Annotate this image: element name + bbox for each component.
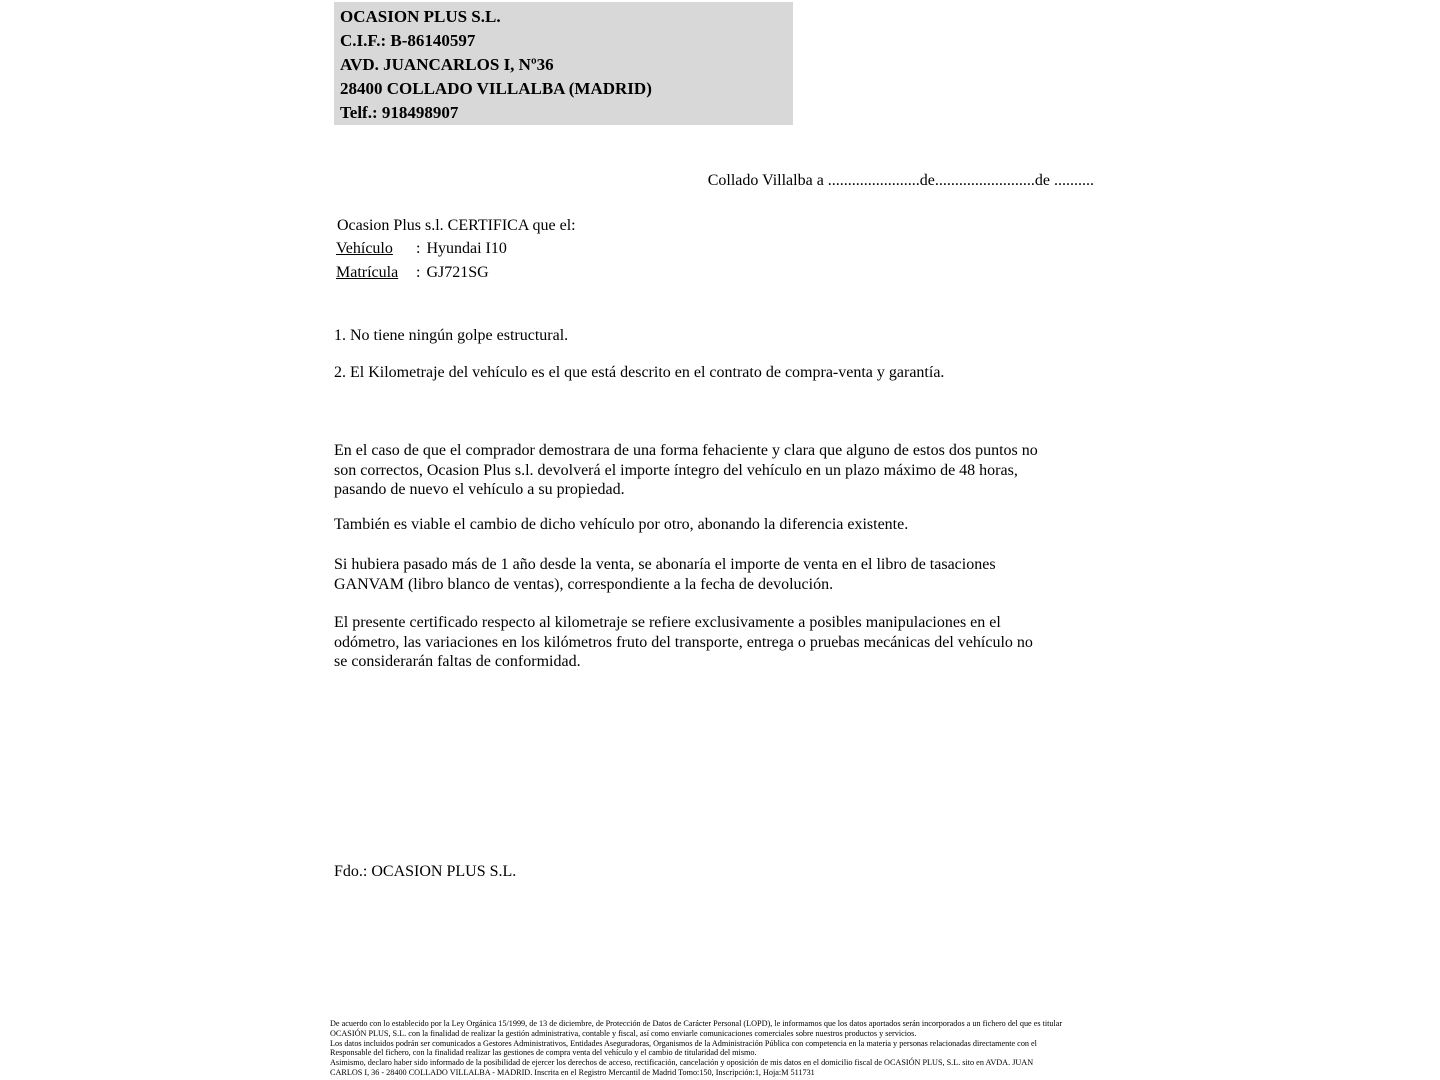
paragraph-line: Si hubiera pasado más de 1 año desde la venta, se abonaría el importe de venta en el libro de tasaciones	[334, 556, 996, 573]
plate-row	[336, 264, 489, 282]
clause-structural	[334, 326, 568, 346]
plate-value: GJ721SG	[426, 264, 489, 281]
paragraph-line: se considerarán faltas de conformidad.	[334, 653, 581, 671]
paragraph-refund-policy	[334, 441, 1038, 500]
footer-line: Los datos incluidos podrán ser comunicados a Gestores Administrativos, Entidades Aseguradoras, Organismos de la Administración Pública con competencia en la materia y personas relacionadas directamente con el	[330, 1038, 1037, 1048]
paragraph-line: pasando de nuevo el vehículo a su propiedad.	[334, 481, 625, 499]
company-header-box	[334, 2, 793, 125]
footer-line: OCASIÓN PLUS, S.L. con la finalidad de realizar la gestión administrativa, contable y fiscal, así como enviarle comunicaciones comerciales sobre nuestros productos y servicios.	[330, 1028, 917, 1038]
paragraph-line: También es viable el cambio de dicho vehículo por otro, abonando la diferencia existente.	[334, 516, 909, 533]
clause-text: 2. El Kilometraje del vehículo es el que está descrito en el contrato de compra-venta y garantía.	[334, 364, 945, 381]
paragraph-line: odómetro, las variaciones en los kilómetros fruto del transporte, entrega o pruebas mecánicas del vehículo no	[334, 633, 1033, 651]
vehicle-value: Hyundai I10	[426, 240, 507, 257]
paragraph-ganvam-valuation	[334, 555, 996, 594]
vehicle-row	[336, 240, 507, 258]
paragraph-line: El presente certificado respecto al kilometraje se refiere exclusivamente a posibles manipulaciones en el	[334, 614, 1001, 631]
paragraph-exchange-option	[334, 515, 908, 535]
footer-line: De acuerdo con lo establecido por la Ley Orgánica 15/1999, de 13 de diciembre, de Protección de Datos de Carácter Personal (LOPD), le informamos que los datos aportados serán incorporados a un fichero del que es titular	[330, 1019, 1063, 1028]
company-name: OCASION PLUS S.L.	[340, 7, 501, 26]
clause-mileage	[334, 363, 944, 383]
company-address: AVD. JUANCARLOS I, Nº36	[340, 55, 554, 74]
certify-intro: Ocasion Plus s.l. CERTIFICA que el:	[337, 217, 576, 234]
paragraph-line: GANVAM (libro blanco de ventas), correspondiente a la fecha de devolución.	[334, 575, 834, 593]
company-postal-city: 28400 COLLADO VILLALBA (MADRID)	[340, 79, 652, 98]
signature-line: Fdo.: OCASION PLUS S.L.	[334, 863, 517, 880]
company-phone: Telf.: 918498907	[340, 103, 459, 122]
plate-colon: :	[416, 264, 421, 281]
footer-line: Responsable del fichero, con la finalidad realizar las gestiones de compra venta del vehículo y el cambio de titularidad del mismo.	[330, 1048, 757, 1058]
paragraph-odometer-disclaimer	[334, 613, 1033, 672]
vehicle-label: Vehículo	[336, 240, 393, 257]
plate-label: Matrícula	[336, 264, 399, 281]
date-line: Collado Villalba a .......................de.........................de ..........	[707, 172, 1094, 189]
paragraph-line: En el caso de que el comprador demostrara de una forma fehaciente y clara que alguno de estos dos puntos no	[334, 442, 1038, 459]
clause-text: 1. No tiene ningún golpe estructural.	[334, 327, 569, 344]
paragraph-line: son correctos, Ocasion Plus s.l. devolverá el importe íntegro del vehículo en un plazo máximo de 48 horas,	[334, 461, 1018, 479]
footer-line: Asimismo, declaro haber sido informado de la posibilidad de ejercer los derechos de acceso, rectificación, cancelación y oposición de mis datos en el domicilio fiscal de OCASIÓN PLUS, S.L. sito en AVDA. JUAN	[330, 1058, 1034, 1067]
legal-footer	[330, 1019, 1062, 1078]
company-cif: C.I.F.: B-86140597	[340, 31, 476, 50]
footer-line: CARLOS I, 36 - 28400 COLLADO VILLALBA - MADRID. Inscrita en el Registro Mercantil de Madrid Tomo:150, Inscripción:1, Hoja:M 511731	[330, 1067, 815, 1077]
vehicle-colon: :	[416, 240, 421, 257]
